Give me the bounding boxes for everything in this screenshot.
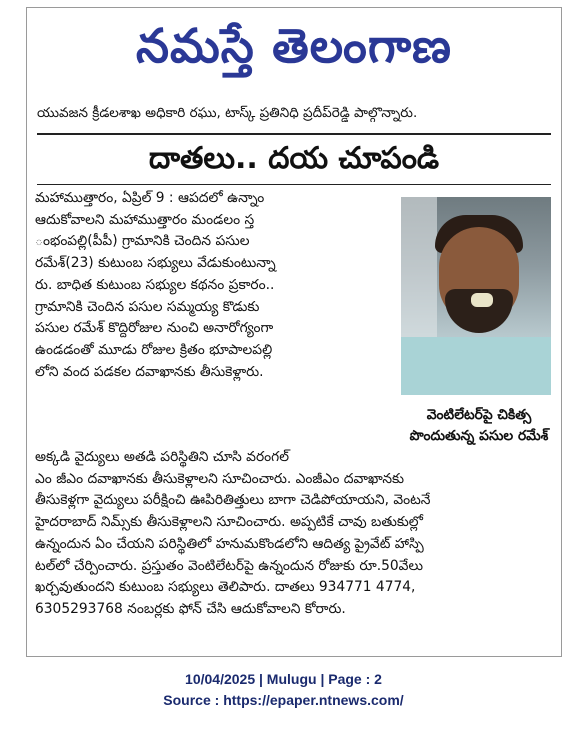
- article-line: రు. బాధిత కుటుంబ సభ్యుల కథనం ప్రకారం..: [35, 276, 275, 293]
- article-lead: [35, 188, 391, 383]
- article-line: టల్‌లో చేర్పించారు. ప్రస్తుతం వెంటిలేటర్‌పై ఉన్నందున రోజుకు రూ.50వేలు: [35, 557, 424, 574]
- caption-line: పొందుతున్న పసుల రమేశ్: [409, 428, 549, 444]
- article-line: ఉండడంతో మూడు రోజుల క్రితం భూపాలపల్లి: [35, 341, 273, 358]
- article-line: ఎం జీఎం దవాఖానకు తీసుకెళ్లాలని సూచించారు. ఎంజీఎం దవాఖానకు: [35, 470, 404, 487]
- article-line: పసుల రమేశ్ కొద్దిరోజుల నుంచి అనారోగ్యంగా: [35, 320, 274, 337]
- source-link[interactable]: Source : https://epaper.ntnews.com/: [163, 692, 404, 708]
- article-line: రమేశ్(23) కుటుంబ సభ్యులు వేడుకుంటున్నా: [35, 255, 276, 272]
- article-line: మహాముత్తారం, ఏప్రిల్ 9 : ఆపదలో ఉన్నాం: [35, 190, 265, 206]
- photo-caption: [403, 405, 555, 447]
- article-line: లోని వంద పడకల దవాఖానకు తీసుకెళ్లారు.: [35, 363, 264, 380]
- edition-info: 10/04/2025 | Mulugu | Page : 2: [185, 671, 382, 687]
- article-line: హైదరాబాద్ నిమ్స్‌కు తీసుకెళ్లాలని సూచించారు. అప్పటికే చావు బతుకుల్లో: [35, 514, 424, 531]
- article-line: 6305293768 నంబర్లకు ఫోన్ చేసి ఆదుకోవాలని కోరారు.: [35, 600, 346, 617]
- article-line: ఆదుకోవాలని మహాముత్తారం మండలం స్త: [35, 211, 255, 228]
- caption-line: వెంటిలేటర్‌పై చికిత్స: [426, 407, 532, 423]
- news-clipping: [26, 7, 562, 657]
- previous-story-line: యువజన క్రీడలశాఖ అధికారి రఘు, టాస్క్ ప్రతినిధి ప్రదీప్‌రెడ్డి పాల్గొన్నారు.: [37, 105, 418, 121]
- divider: [37, 184, 551, 185]
- article-line: ఉన్నందున ఏం చేయని పరిస్థితిలో హనుమకొండలోని ఆదిత్య ప్రైవేట్ హాస్పి: [35, 535, 424, 552]
- headline: దాతలు.. దయ చూపండి: [148, 141, 440, 176]
- article-body: [35, 447, 553, 621]
- masthead: [27, 12, 561, 82]
- ventilator-tube: [471, 293, 493, 307]
- newspaper-title: నమస్తే తెలంగాణ: [136, 19, 452, 74]
- article-line: గ్రామానికి చెందిన పసుల సమ్మయ్య కొడుకు: [35, 298, 260, 315]
- article-line: ంభంపల్లి(పీపీ) గ్రామానికి చెందిన పసుల: [35, 233, 250, 250]
- divider: [37, 133, 551, 135]
- article-line: అక్కడి వైద్యులు అతడి పరిస్థితిని చూసి వరంగల్: [35, 449, 289, 465]
- article-line: తీసుకెళ్లగా వైద్యులు పరీక్షించి ఊపిరితిత్తులు బాగా చెడిపోయాయని, వెంటనే: [35, 492, 431, 509]
- patient-photo: [401, 197, 551, 395]
- hospital-gown: [401, 337, 551, 395]
- article-line: ఖర్చవుతుందని కుటుంబ సభ్యులు తెలిపారు. దాతలు 934771 4774,: [35, 579, 416, 596]
